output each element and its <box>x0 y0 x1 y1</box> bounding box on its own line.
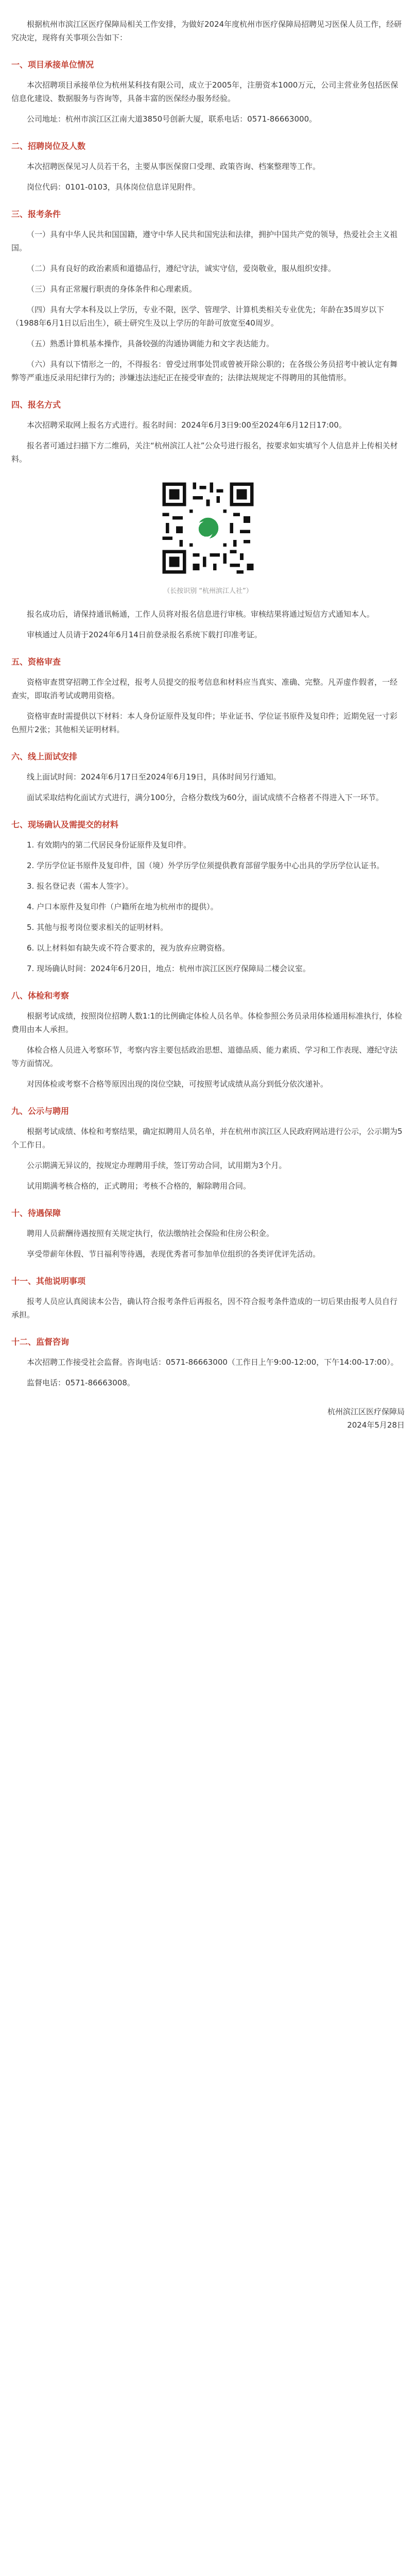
sections-part-one <box>11 59 405 466</box>
section-heading: 六、线上面试安排 <box>11 752 78 761</box>
section-paragraph: （四）具有大学本科及以上学历，专业不限，医学、管理学、计算机类相关专业优先；年龄在35周岁以下（1988年6月1日以后出生），硕士研究生及以上学历的年龄可放宽至40周岁。 <box>11 305 385 328</box>
section-paragraph: 线上面试时间：2024年6月17日至2024年6月19日，具体时间另行通知。 <box>27 772 281 782</box>
section-paragraph: 根据考试成绩，按照岗位招聘人数1:1的比例确定体检人员名单。体检参照公务员录用体检通用标准执行，体检费用由本人承担。 <box>11 1011 403 1034</box>
qr-code-image[interactable] <box>159 479 257 577</box>
section-paragraph: 享受带薪年休假、节日福利等待遇，表现优秀者可参加单位组织的各类评优评先活动。 <box>27 1249 321 1259</box>
qr-code-block <box>11 479 405 579</box>
section-paragraph: （六）具有以下情形之一的，不得报名：曾受过刑事处罚或曾被开除公职的；在各级公务员招考中被认定有舞弊等严重违反录用纪律行为的；涉嫌违法违纪正在接受审查的；法律法规规定不得聘用的其他情形。 <box>11 360 398 382</box>
section-heading: 七、现场确认及需提交的材料 <box>11 820 119 829</box>
section-paragraph: （三）具有正常履行职责的身体条件和心理素质。 <box>27 284 197 294</box>
section-heading: 八、体检和考察 <box>11 991 70 1001</box>
section-paragraph: 资格审查贯穿招聘工作全过程，报考人员提交的报考信息和材料应当真实、准确、完整。凡弄虚作假者，一经查实，即取消考试或聘用资格。 <box>11 677 398 700</box>
section-heading: 十、待遇保障 <box>11 1208 61 1218</box>
section-paragraph: 面试采取结构化面试方式进行，满分100分，合格分数线为60分，面试成绩不合格者不得进入下一环节。 <box>27 793 384 802</box>
section-paragraph: 本次招聘工作接受社会监督。咨询电话：0571-86663000（工作日上午9:00-12:00，下午14:00-17:00）。 <box>27 1358 398 1367</box>
section-paragraph: 体检合格人员进入考察环节，考察内容主要包括政治思想、道德品质、能力素质、学习和工作表现、遵纪守法等方面情况。 <box>11 1045 398 1068</box>
section-paragraph: 7. 现场确认时间：2024年6月20日，地点：杭州市滨江区医疗保障局二楼会议室。 <box>27 964 310 973</box>
section-paragraph: 资格审查时需提供以下材料：本人身份证原件及复印件；毕业证书、学位证书原件及复印件；近期免冠一寸彩色照片2张；其他相关证明材料。 <box>11 711 398 734</box>
section-heading: 十一、其他说明事项 <box>11 1276 86 1286</box>
after-qr-paragraph: 审核通过人员请于2024年6月14日前登录报名系统下载打印准考证。 <box>27 630 262 639</box>
section-paragraph: 报名者可通过扫描下方二维码，关注“杭州滨江人社”公众号进行报名，按要求如实填写个人信息并上传相关材料。 <box>11 441 398 464</box>
after-qr-paragraphs <box>11 607 405 641</box>
section-heading: 二、招聘岗位及人数 <box>11 141 86 151</box>
section-paragraph: 1. 有效期内的第二代居民身份证原件及复印件。 <box>27 840 192 850</box>
qr-caption: （长按识别 “杭州滨江人社”） <box>163 587 253 595</box>
section-paragraph: （二）具有良好的政治素质和道德品行，遵纪守法，诚实守信，爱岗敬业，服从组织安排。 <box>27 264 336 273</box>
section-paragraph: 监督电话：0571-86663008。 <box>27 1378 135 1387</box>
footer-date: 2024年5月28日 <box>347 1420 405 1430</box>
section-paragraph: 对因体检或考察不合格等原因出现的岗位空缺，可按照考试成绩从高分到低分依次递补。 <box>27 1079 328 1089</box>
section-paragraph: 4. 户口本原件及复印件（户籍所在地为杭州市的提供）。 <box>27 902 218 911</box>
section-paragraph: 6. 以上材料如有缺失或不符合要求的，视为放弃应聘资格。 <box>27 943 230 953</box>
footer <box>11 1405 405 1432</box>
footer-org: 杭州滨江区医疗保障局 <box>327 1407 405 1416</box>
section-paragraph: 公司地址：杭州市滨江区江南大道3850号创新大厦，联系电话：0571-86663000。 <box>27 114 317 124</box>
section-paragraph: 聘用人员薪酬待遇按照有关规定执行，依法缴纳社会保险和住房公积金。 <box>27 1229 274 1238</box>
section-paragraph: 5. 其他与报考岗位要求相关的证明材料。 <box>27 923 168 932</box>
section-heading: 五、资格审查 <box>11 657 61 667</box>
section-paragraph: 2. 学历学位证书原件及复印件，国（境）外学历学位须提供教育部留学服务中心出具的学历学位认证书。 <box>27 861 385 870</box>
intro-paragraph: 根据杭州市滨江区医疗保障局相关工作安排，为做好2024年度杭州市医疗保障局招聘见习医保人员工作，经研究决定，现将有关事项公告如下： <box>11 20 402 42</box>
section-paragraph: 本次招聘项目承接单位为杭州某科技有限公司，成立于2005年，注册资本1000万元，公司主营业务包括医保信息化建设、数据服务与咨询等，具备丰富的医保经办服务经验。 <box>11 80 398 103</box>
section-heading: 一、项目承接单位情况 <box>11 60 94 70</box>
section-paragraph: 本次招聘医保见习人员若干名，主要从事医保窗口受理、政策咨询、档案整理等工作。 <box>27 162 321 171</box>
section-paragraph: 本次招聘采取网上报名方式进行。报名时间：2024年6月3日9:00至2024年6月12日17:00。 <box>27 420 346 430</box>
section-paragraph: 岗位代码：0101-0103，具体岗位信息详见附件。 <box>27 182 200 192</box>
section-paragraph: 报考人员应认真阅读本公告，确认符合报考条件后再报名，因不符合报考条件造成的一切后果由报考人员自行承担。 <box>11 1297 398 1319</box>
section-paragraph: 试用期满考核合格的，正式聘用；考核不合格的，解除聘用合同。 <box>27 1181 251 1191</box>
sections-part-two <box>11 656 405 1389</box>
section-heading: 三、报考条件 <box>11 209 61 219</box>
section-heading: 九、公示与聘用 <box>11 1106 70 1116</box>
section-heading: 十二、监督咨询 <box>11 1337 70 1347</box>
section-paragraph: （五）熟悉计算机基本操作，具备较强的沟通协调能力和文字表达能力。 <box>27 339 274 348</box>
section-paragraph: （一）具有中华人民共和国国籍，遵守中华人民共和国宪法和法律，拥护中国共产党的领导，热爱社会主义祖国。 <box>11 230 398 252</box>
section-paragraph: 3. 报名登记表（需本人签字）。 <box>27 882 133 891</box>
section-paragraph: 根据考试成绩、体检和考察结果，确定拟聘用人员名单，并在杭州市滨江区人民政府网站进行公示，公示期为5个工作日。 <box>11 1127 403 1149</box>
after-qr-paragraph: 报名成功后，请保持通讯畅通，工作人员将对报名信息进行审核。审核结果将通过短信方式通知本人。 <box>27 609 375 619</box>
section-heading: 四、报名方式 <box>11 400 61 410</box>
section-paragraph: 公示期满无异议的，按规定办理聘用手续，签订劳动合同，试用期为3个月。 <box>27 1161 287 1170</box>
